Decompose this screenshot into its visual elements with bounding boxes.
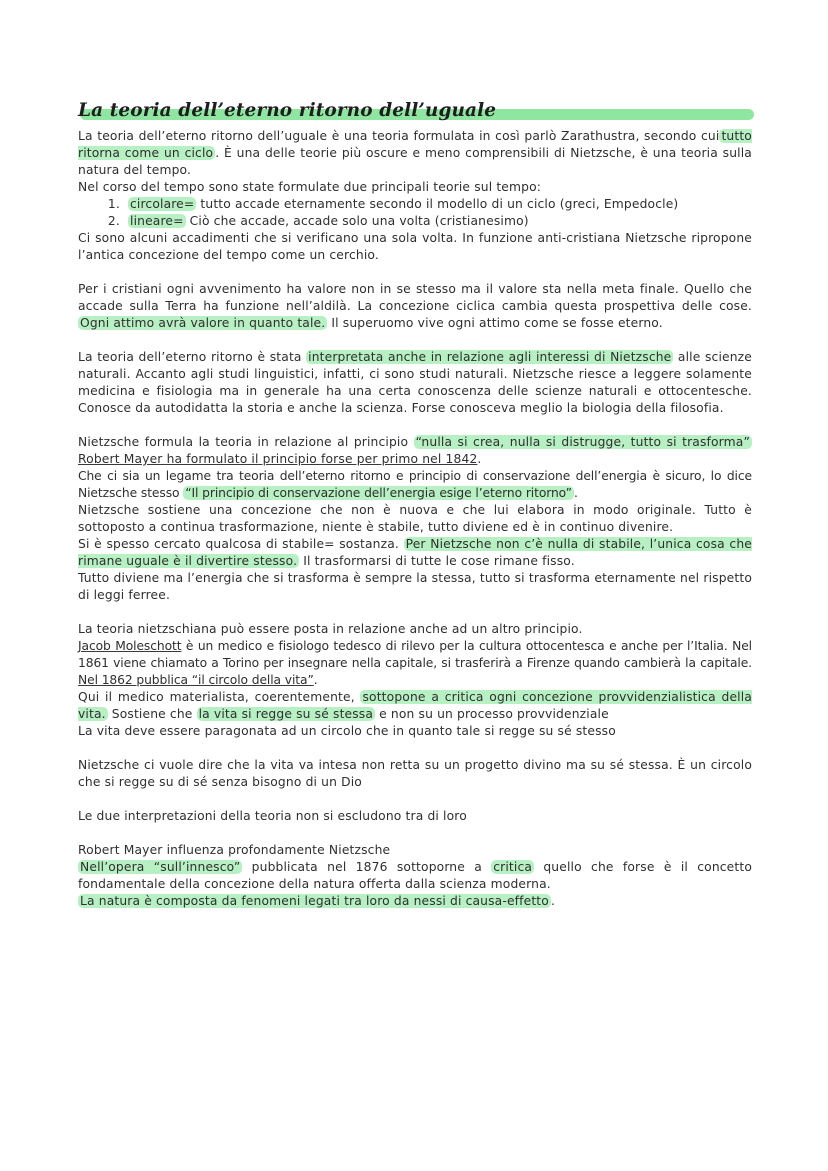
highlight: “nulla si crea, nulla si distrugge, tutto si trasforma” bbox=[415, 435, 751, 449]
highlight: lineare= bbox=[130, 214, 184, 228]
document-body bbox=[78, 128, 752, 910]
paragraph-intro-2: Nel corso del tempo sono state formulate due principali teorie sul tempo: bbox=[78, 180, 542, 194]
paragraph-conservation-3: Nietzsche sostiene una concezione che non è nuova e che lui elabora in modo originale. Tutto è sottoposto a continua trasformazione, niente è stabile, tutto diviene ed è in continuo divenire. bbox=[78, 503, 752, 534]
underlined-text: Robert Mayer ha formulato il principio forse per primo nel 1842 bbox=[78, 452, 478, 466]
list-item: 2. lineare= Ciò che accade, accade solo una volta (cristianesimo) bbox=[124, 213, 752, 230]
highlight: tutto ritorna come un ciclo bbox=[78, 129, 752, 160]
underlined-text: Nel 1862 pubblica “il circolo della vita” bbox=[78, 673, 314, 687]
paragraph-natural-sciences: La teoria dell’eterno ritorno è stata interpretata anche in relazione agli interessi di Nietzsche alle scienze naturali. Accanto agli studi linguistici, infatti, ci sono studi naturali. Nietzsche riesce a leggere solamente medicina e fisiologia ma in generale ha una certa conoscenza delle scienze naturali e ottocentesche. Conosce da autodidatta la storia e anche la scienza. Forse conosceva meglio la biologia della filosofia. bbox=[78, 350, 753, 415]
highlight: interpretata anche in relazione agli interessi di Nietzsche bbox=[308, 350, 672, 364]
title-block bbox=[78, 100, 752, 126]
paragraph-conservation-2: Che ci sia un legame tra teoria dell’eterno ritorno e principio di conservazione dell’energia è sicuro, lo dice Nietzsche stesso “Il principio di conservazione dell’energia esige l’eterno ritorno” . bbox=[78, 469, 752, 500]
list-item: 1. circolare= tutto accade eternamente secondo il modello di un ciclo (greci, Empedocle) bbox=[124, 196, 752, 213]
paragraph-conservation-5: Tutto diviene ma l’energia che si trasforma è sempre la stessa, tutto si trasforma eternamente nel rispetto di leggi ferree. bbox=[78, 571, 752, 602]
highlight: critica bbox=[493, 860, 533, 874]
highlight: Per Nietzsche non c’è nulla di stabile, l’unica cosa che rimane uguale è il divertire stesso. bbox=[78, 537, 752, 568]
paragraph-intro: La teoria dell’eterno ritorno dell’uguale è una teoria formulata in così parlò Zarathustra, secondo cui tutto ritorna come un ciclo . È una delle teorie più oscure e meno comprensibili di Nietzsche, è una teoria sulla natura del tempo. bbox=[78, 129, 752, 177]
highlight: Ogni attimo avrà valore in quanto tale. bbox=[80, 316, 326, 330]
paragraph-life: Nietzsche ci vuole dire che la vita va intesa non retta su un progetto divino ma su sé stessa. È un circolo che si regge su di sé senza bisogno di un Dio bbox=[78, 758, 752, 789]
highlight: “Il principio di conservazione dell’energia esige l’eterno ritorno” bbox=[185, 486, 572, 500]
page-title: La teoria dell’eterno ritorno dell’uguale bbox=[78, 100, 497, 121]
paragraph-mayer-3: La natura è composta da fenomeni legati tra loro da nessi di causa-effetto . bbox=[80, 894, 556, 908]
paragraph-mayer-2: Nell’opera “sull’innesco” pubblicata nel 1876 sottoporne a critica quello che forse è il concetto fondamentale della concezione della natura offerta dalla scienza moderna. bbox=[78, 860, 753, 891]
paragraph-moleschott-3: Qui il medico materialista, coerentemente, sottopone a critica ogni concezione provvidenzialistica della vita. Sostiene che la vita si regge su sé stessa e non su un processo provvidenziale bbox=[78, 690, 752, 721]
paragraph-conservation-4: Si è spesso cercato qualcosa di stabile= sostanza. Per Nietzsche non c’è nulla di stabile, l’unica cosa che rimane uguale è il divertire stesso. Il trasformarsi di tutte le cose rimane fisso. bbox=[78, 537, 752, 568]
highlight: circolare= bbox=[130, 197, 195, 211]
time-theories-list bbox=[78, 196, 752, 230]
paragraph-interpretations: Le due interpretazioni della teoria non si escludono tra di loro bbox=[78, 809, 467, 823]
highlight: La natura è composta da fenomeni legati tra loro da nessi di causa-effetto bbox=[80, 894, 549, 908]
paragraph-intro-3: Ci sono alcuni accadimenti che si verificano una sola volta. In funzione anti-cristiana Nietzsche ripropone l’antica concezione del tempo come un cerchio. bbox=[78, 231, 752, 262]
paragraph-moleschott-4: La vita deve essere paragonata ad un circolo che in quanto tale si regge su sé stesso bbox=[78, 724, 616, 738]
document-page bbox=[78, 100, 752, 910]
paragraph-moleschott: La teoria nietzschiana può essere posta in relazione anche ad un altro principio. bbox=[78, 622, 583, 636]
highlight: la vita si regge su sé stessa bbox=[198, 707, 374, 721]
highlight: sottopone a critica ogni concezione provvidenzialistica della vita. bbox=[78, 690, 752, 721]
paragraph-mayer: Robert Mayer influenza profondamente Nietzsche bbox=[78, 843, 391, 857]
underlined-text: Jacob Moleschott bbox=[78, 639, 182, 653]
paragraph-christians: Per i cristiani ogni avvenimento ha valore non in se stesso ma il valore sta nella meta finale. Quello che accade sulla Terra ha funzione nell’aldilà. La concezione ciclica cambia questa prospettiva delle cose. Ogni attimo avrà valore in quanto tale. Il superuomo vive ogni attimo come se fosse eterno. bbox=[78, 282, 752, 330]
paragraph-conservation: Nietzsche formula la teoria in relazione al principio “nulla si crea, nulla si distrugge, tutto si trasforma” Robert Mayer ha formulato il principio forse per primo nel 1842. bbox=[78, 435, 751, 466]
highlight: Nell’opera “sull’innesco” bbox=[80, 860, 241, 874]
paragraph-moleschott-2: Jacob Moleschott è un medico e fisiologo tedesco di rilevo per la cultura ottocentesca e anche per l’Italia. Nel 1861 viene chiamato a Torino per insegnare nella capitale, si trasferirà a Firenze quando cambierà la capitale. Nel 1862 pubblica “il circolo della vita”. bbox=[78, 639, 752, 687]
